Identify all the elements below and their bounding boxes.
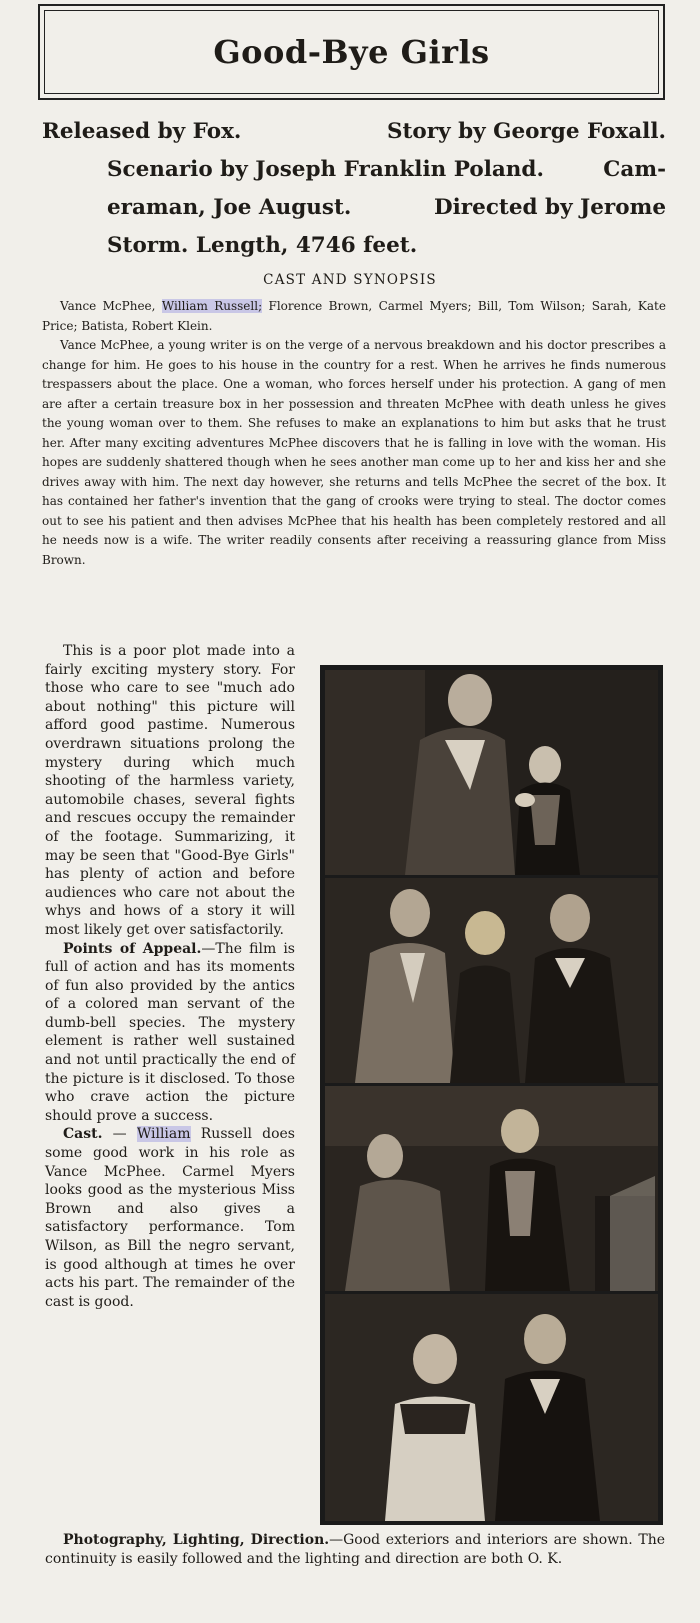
credits-line-1 (42, 113, 666, 151)
cast-text: Russell does some good work in his role as Vance McPhee. Carmel Myers looks good as the mysterious Miss Brown and also gives a satisfactory performance. Tom Wilson, as Bill the negro servant, is good although at times he over acts his part. The remainder of the cast is good. (45, 1126, 295, 1310)
film-still-2 (325, 878, 658, 1083)
credits-cameraman: eraman, Joe August. (107, 195, 352, 220)
cast-list (42, 297, 666, 336)
title-frame (38, 4, 665, 100)
review-appeal (45, 940, 295, 1126)
cast-list-pre: Vance McPhee, (60, 299, 162, 313)
review-cast (45, 1125, 295, 1311)
credits-line-2 (42, 151, 666, 189)
credits-directed: Directed by Jerome (434, 195, 666, 220)
credits-scenario: Scenario by Joseph Franklin Poland. (107, 157, 544, 182)
cast-dash: — (102, 1126, 137, 1143)
appeal-heading: Points of Appeal. (63, 940, 202, 957)
page-title: Good-Bye Girls (213, 33, 490, 71)
cast-heading: Cast. (63, 1126, 103, 1143)
credits-block (42, 113, 666, 265)
photo-strip (320, 665, 663, 1525)
synopsis-text: Vance McPhee, a young writer is on the verge of a nervous breakdown and his doctor prescribes a change for him. He goes to his house in the country for a rest. When he arrives he finds numerous trespassers about the place. One a woman, who forces herself under his protection. A gang of men are after a certain treasure box in her possession and threaten McPhee with death unless he gives the young woman over to them. She refuses to make an explanations to him but asks that he trust her. After many exciting adventures McPhee discovers that he is falling in love with the woman. His hopes are suddenly shattered though when he sees another man come up to her and kiss her and she drives away with him. The next day however, she returns and tells McPhee the secret of the box. It has contained her father's invention that the gang of crooks were trying to steal. The doctor comes out to see his patient and then advises McPhee that his health has been completely restored and all he needs now is a wife. The writer readily consents after receiving a reassuring glance from Miss Brown. (42, 338, 666, 567)
cast-synopsis-heading: CAST AND SYNOPSIS (263, 272, 437, 288)
review-column (45, 642, 295, 1311)
appeal-text: —The film is full of action and has its moments of fun also provided by the antics of a colored man servant of the dumb-bell species. The mystery element is rather well sustained and not until practically the end of the picture is it disclosed. To those who crave action the picture should prove a success. (45, 940, 295, 1124)
review-photography (45, 1531, 665, 1569)
credits-story: Story by George Foxall. (386, 119, 666, 144)
film-still-4 (325, 1294, 658, 1521)
cast-highlight: William (136, 1126, 191, 1143)
film-still-3 (325, 1086, 658, 1291)
photography-text: —Good exteriors and interiors are shown. The continuity is easily followed and the lighting and direction are both O. K. (45, 1532, 665, 1567)
credits-line-4: Storm. Length, 4746 feet. (107, 233, 418, 258)
synopsis-block (42, 297, 666, 570)
review-intro: This is a poor plot made into a fairly exciting mystery story. For those who care to see "much ado about nothing" this picture will afford good pastime. Numerous overdrawn situations prolong the mystery during which much shooting of the harmless variety, automobile chases, several fights and rescues occupy the remainder of the footage. Summarizing, it may be seen that "Good-Bye Girls" has plenty of action and before audiences who care not about the whys and hows of a story it will most likely get over satisfactorily. (45, 643, 295, 938)
credits-released: Released by Fox. (42, 119, 242, 144)
film-still-1 (325, 670, 658, 875)
photography-heading: Photography, Lighting, Direction. (63, 1532, 330, 1548)
cast-list-post: Florence Brown, Carmel Myers; Bill, Tom Wilson; Sarah, Kate Price; Batista, Robert Klein. (42, 299, 666, 333)
credits-line-3 (42, 189, 666, 227)
cast-list-highlight: William Russell; (161, 299, 263, 313)
credits-cam: Cam- (603, 157, 666, 182)
